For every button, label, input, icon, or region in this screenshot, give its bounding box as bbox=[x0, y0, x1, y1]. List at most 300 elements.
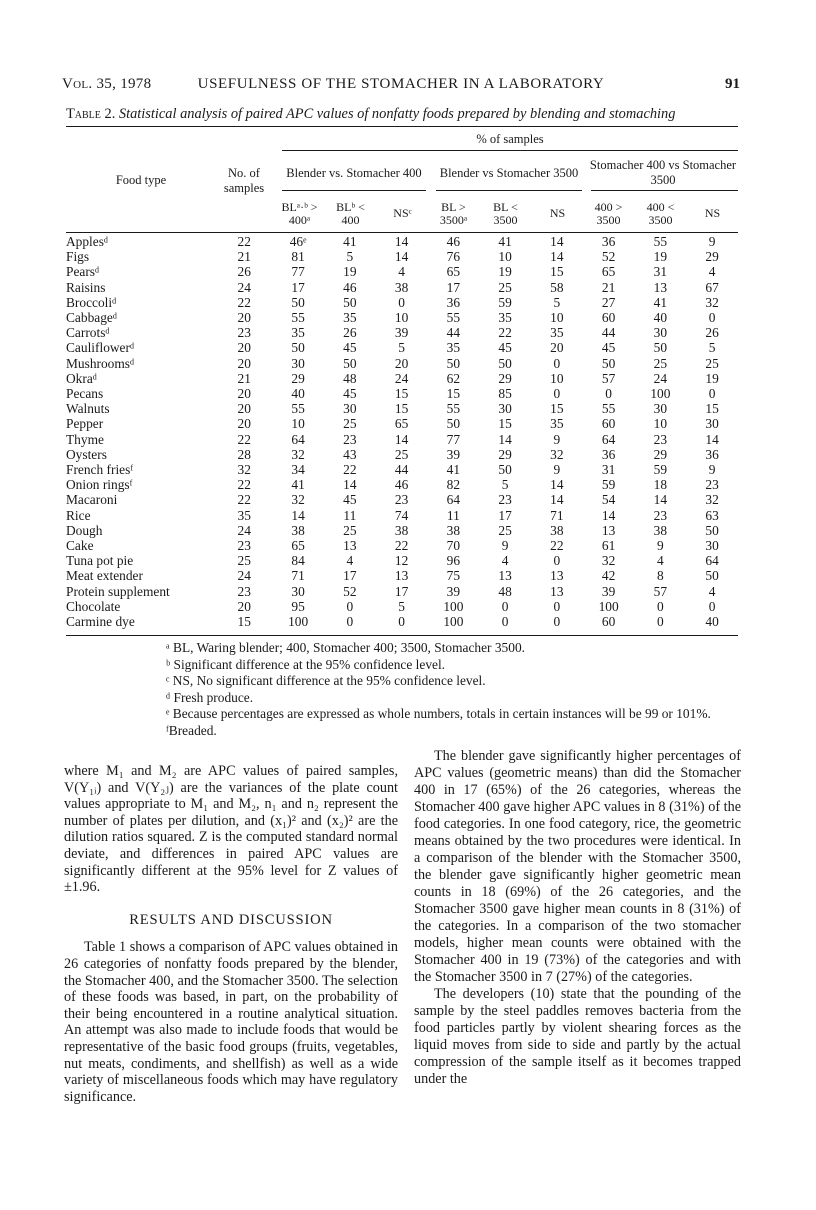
footnote-f: ᶠBreaded. bbox=[166, 722, 217, 738]
percent-cell: 50 bbox=[705, 522, 719, 538]
percent-cell: 14 bbox=[394, 431, 409, 447]
percent-cell: 25 bbox=[498, 522, 512, 538]
percent-cell: 23 bbox=[653, 507, 668, 523]
percent-cell: 30 bbox=[705, 416, 719, 432]
food-type-cell: Cauliflowerᵈ bbox=[66, 340, 135, 356]
percent-cell: 50 bbox=[498, 355, 512, 371]
percent-cell: 39 bbox=[446, 446, 461, 462]
food-type-cell: Onion ringsᶠ bbox=[66, 477, 133, 493]
table-row bbox=[66, 325, 738, 340]
percent-cell: 50 bbox=[601, 355, 616, 371]
percent-cell: 65 bbox=[601, 264, 616, 280]
table-caption-text: Statistical analysis of paired APC values of nonfatty foods prepared by blending and stomaching bbox=[118, 106, 676, 122]
percent-cell: 46 bbox=[343, 279, 357, 295]
percent-cell: 50 bbox=[705, 568, 719, 584]
percent-cell: 22 bbox=[550, 538, 564, 554]
footnote-a: ᵃ BL, Waring blender; 400, Stomacher 400; 3500, Stomacher 3500. bbox=[166, 640, 525, 655]
percent-cell: 4 bbox=[657, 553, 664, 569]
percent-cell: 35 bbox=[343, 310, 357, 326]
percent-cell: 44 bbox=[394, 462, 409, 478]
percent-cell: 38 bbox=[394, 279, 409, 295]
sample-count-cell: 23 bbox=[237, 325, 251, 341]
food-type-cell: Rice bbox=[66, 507, 91, 523]
percent-cell: 77 bbox=[291, 264, 305, 280]
percent-cell: 82 bbox=[446, 477, 461, 493]
percent-cell: 5 bbox=[398, 340, 405, 356]
percent-cell: 14 bbox=[394, 234, 409, 249]
percent-cell: 36 bbox=[601, 446, 616, 462]
percent-cell: 31 bbox=[601, 462, 616, 478]
table-footnotes bbox=[166, 640, 746, 740]
percent-cell: 0 bbox=[553, 553, 561, 569]
percent-cell: 4 bbox=[346, 553, 354, 569]
food-type-cell: Pearsᵈ bbox=[66, 264, 100, 280]
sample-count-cell: 20 bbox=[237, 355, 251, 371]
percent-cell: 65 bbox=[291, 538, 305, 554]
percent-cell: 36 bbox=[705, 446, 719, 462]
table-bottom-rule bbox=[66, 635, 738, 636]
sample-count-cell: 20 bbox=[237, 310, 251, 326]
percent-cell: 13 bbox=[550, 568, 564, 584]
percent-cell: 0 bbox=[346, 598, 354, 614]
sample-count-cell: 21 bbox=[237, 370, 251, 386]
food-type-cell: Pepper bbox=[66, 416, 104, 432]
table-row bbox=[66, 508, 738, 523]
table-row bbox=[66, 295, 738, 310]
percent-cell: 0 bbox=[553, 598, 561, 614]
percent-cell: 23 bbox=[653, 431, 668, 447]
percent-cell: 64 bbox=[291, 431, 305, 447]
percent-cell: 13 bbox=[550, 583, 564, 599]
percent-cell: 0 bbox=[708, 386, 716, 402]
table-row bbox=[66, 568, 738, 583]
percent-cell: 40 bbox=[705, 614, 719, 630]
percent-cell: 41 bbox=[653, 294, 668, 310]
food-type-cell: Applesᵈ bbox=[66, 234, 109, 249]
percent-cell: 14 bbox=[498, 431, 512, 447]
sample-count-cell: 20 bbox=[237, 416, 251, 432]
percent-cell: 85 bbox=[498, 386, 512, 402]
percent-cell: 40 bbox=[291, 386, 305, 402]
percent-cell: 25 bbox=[343, 416, 357, 432]
percent-cell: 9 bbox=[553, 462, 561, 478]
percent-cell: 70 bbox=[446, 538, 461, 554]
percent-cell: 35 bbox=[550, 416, 564, 432]
percent-cell: 38 bbox=[550, 522, 564, 538]
percent-cell: 41 bbox=[446, 462, 461, 478]
percent-cell: 34 bbox=[291, 462, 305, 478]
right-column bbox=[414, 748, 741, 1088]
percent-cell: 5 bbox=[346, 249, 354, 265]
percent-cell: 100 bbox=[288, 614, 309, 630]
running-title: USEFULNESS OF THE STOMACHER IN A LABORATORY bbox=[197, 76, 605, 92]
sample-count-cell: 23 bbox=[237, 538, 251, 554]
percent-cell: 30 bbox=[291, 583, 305, 599]
table-row bbox=[66, 264, 738, 279]
percent-cell: 0 bbox=[398, 294, 405, 310]
percent-cell: 59 bbox=[498, 294, 512, 310]
percent-cell: 13 bbox=[343, 538, 357, 554]
sample-count-cell: 35 bbox=[237, 507, 251, 523]
sample-count-cell: 22 bbox=[237, 294, 251, 310]
right-paragraph-1: The blender gave significantly higher percentages of APC values (geometric means) than did the Stomacher 400 in 17 (65%) of the 26 categories, whereas the Stomacher 400 gave higher APC values in 8 (31%) of the food categories. In one food category, rice, the geometric means obtained by the two procedures were identical. In a comparison of the blender with the Stomacher 3500, the blender gave significantly higher geometric mean counts in 18 (69%) of the 26 categories, and the Stomacher 3500 gave higher mean counts in 8 (31%) of the categories. In a comparison of the two stomacher models, higher mean counts were obtained with the Stomacher 400 in 19 (73%) of the categories and with the Stomacher 3500 in 7 (27%) of the categories. bbox=[414, 748, 741, 985]
percent-cell: 50 bbox=[343, 294, 357, 310]
apc-table bbox=[66, 234, 738, 629]
percent-cell: 32 bbox=[550, 446, 564, 462]
sample-count-cell: 24 bbox=[237, 522, 251, 538]
percent-cell: 0 bbox=[346, 614, 354, 630]
percent-cell: 57 bbox=[653, 583, 668, 599]
percent-cell: 29 bbox=[705, 249, 719, 265]
left-paragraph-1: where M₁ and M₂ are APC values of paired samples, V(Y₁ᵢ) and V(Y₂ⱼ) are the variances of the plate count values appropriate to M₁ and M₂, n₁ and n₂ represent the number of plates per dilution, and (x₁)² and (x₂)² are the dilution ratios squared. Z is the computed standard normal deviate, and differences in paired APC values are significantly different at the 95% level for Z values of ±1.96. bbox=[64, 763, 398, 896]
percent-cell: 17 bbox=[291, 279, 305, 295]
percent-cell: 15 bbox=[446, 386, 461, 402]
percent-cell: 35 bbox=[498, 310, 512, 326]
percent-cell: 96 bbox=[446, 553, 461, 569]
percent-cell: 100 bbox=[650, 386, 671, 402]
percent-cell: 0 bbox=[708, 598, 716, 614]
table-row bbox=[66, 234, 738, 249]
percent-cell: 9 bbox=[657, 538, 664, 554]
percent-cell: 32 bbox=[291, 492, 305, 508]
percent-cell: 0 bbox=[398, 614, 405, 630]
pct-samples-rule bbox=[282, 150, 738, 151]
percent-cell: 25 bbox=[343, 522, 357, 538]
table-row bbox=[66, 462, 738, 477]
percent-cell: 65 bbox=[394, 416, 409, 432]
food-type-cell: Macaroni bbox=[66, 492, 118, 508]
percent-cell: 15 bbox=[705, 401, 719, 417]
percent-cell: 52 bbox=[343, 583, 357, 599]
food-type-cell: Oysters bbox=[66, 446, 107, 462]
percent-cell: 39 bbox=[446, 583, 461, 599]
percent-cell: 30 bbox=[705, 538, 719, 554]
percent-cell: 100 bbox=[443, 614, 464, 630]
percent-cell: 20 bbox=[550, 340, 564, 356]
percent-cell: 14 bbox=[343, 477, 357, 493]
percent-cell: 15 bbox=[550, 264, 564, 280]
percent-cell: 38 bbox=[653, 522, 668, 538]
table-row bbox=[66, 386, 738, 401]
percent-cell: 71 bbox=[550, 507, 564, 523]
percent-cell: 75 bbox=[446, 568, 461, 584]
section-heading: RESULTS AND DISCUSSION bbox=[129, 911, 333, 928]
sub-header-2: BLᵇ < 400 bbox=[336, 200, 365, 227]
percent-cell: 23 bbox=[705, 477, 719, 493]
percent-cell: 40 bbox=[653, 310, 668, 326]
percent-cell: 9 bbox=[553, 431, 561, 447]
food-type-cell: French friesᶠ bbox=[66, 462, 134, 478]
percent-cell: 64 bbox=[446, 492, 461, 508]
percent-cell: 13 bbox=[601, 522, 616, 538]
sample-count-cell: 24 bbox=[237, 279, 251, 295]
sub-header-7: 400 > 3500 bbox=[594, 200, 623, 227]
food-type-cell: Pecans bbox=[66, 386, 104, 402]
percent-cell: 29 bbox=[291, 370, 305, 386]
percent-cell: 50 bbox=[498, 462, 512, 478]
percent-cell: 60 bbox=[601, 310, 616, 326]
food-type-cell: Raisins bbox=[66, 279, 106, 295]
percent-cell: 10 bbox=[550, 310, 564, 326]
sub-header-4: BL > 3500ᵃ bbox=[439, 200, 468, 227]
percent-cell: 5 bbox=[398, 598, 405, 614]
percent-cell: 14 bbox=[653, 492, 668, 508]
percent-cell: 67 bbox=[705, 279, 719, 295]
percent-cell: 42 bbox=[601, 568, 616, 584]
sample-count-cell: 26 bbox=[237, 264, 251, 280]
food-type-cell: Mushroomsᵈ bbox=[66, 355, 135, 371]
sample-count-cell: 25 bbox=[237, 553, 251, 569]
percent-cell: 19 bbox=[653, 249, 668, 265]
percent-cell: 20 bbox=[394, 355, 409, 371]
percent-cell: 9 bbox=[501, 538, 509, 554]
percent-cell: 50 bbox=[291, 294, 305, 310]
food-type-cell: Protein supplement bbox=[66, 583, 170, 599]
footnote-c: ᶜ NS, No significant difference at the 95% confidence level. bbox=[166, 673, 486, 689]
percent-cell: 13 bbox=[498, 568, 512, 584]
sample-count-cell: 28 bbox=[237, 446, 251, 462]
percent-cell: 54 bbox=[601, 492, 616, 508]
percent-cell: 10 bbox=[653, 416, 668, 432]
table-caption bbox=[66, 106, 742, 123]
food-type-cell: Dough bbox=[66, 522, 103, 538]
sample-count-cell: 20 bbox=[237, 386, 251, 402]
percent-cell: 39 bbox=[394, 325, 409, 341]
table-top-rule bbox=[66, 126, 738, 127]
sample-count-cell: 24 bbox=[237, 568, 251, 584]
group1-rule bbox=[282, 190, 426, 191]
food-type-cell: Thyme bbox=[66, 431, 104, 447]
percent-cell: 60 bbox=[601, 416, 616, 432]
percent-cell: 21 bbox=[601, 279, 616, 295]
percent-cell: 5 bbox=[501, 477, 509, 493]
percent-cell: 17 bbox=[498, 507, 512, 523]
sample-count-cell: 22 bbox=[237, 477, 251, 493]
percent-cell: 25 bbox=[653, 355, 668, 371]
percent-cell: 24 bbox=[394, 370, 409, 386]
percent-cell: 9 bbox=[708, 234, 716, 249]
percent-cell: 76 bbox=[446, 249, 461, 265]
percent-cell: 10 bbox=[291, 416, 305, 432]
percent-cell: 22 bbox=[394, 538, 409, 554]
food-type-cell: Walnuts bbox=[66, 401, 110, 417]
group2-rule bbox=[436, 190, 582, 191]
table-row bbox=[66, 401, 738, 416]
percent-cell: 64 bbox=[601, 431, 616, 447]
percent-cell: 35 bbox=[291, 325, 305, 341]
percent-cell: 30 bbox=[343, 401, 357, 417]
table-row bbox=[66, 584, 738, 599]
running-head bbox=[62, 76, 740, 98]
percent-cell: 65 bbox=[446, 264, 461, 280]
percent-cell: 19 bbox=[705, 370, 719, 386]
right-paragraph-2: The developers (10) state that the pounding of the sample by the steel paddles removes bacteria from the food particles partly by violent shearing forces as the liquid moves from side to side and partly by the actual compression of the sample itself as it becomes trapped under the bbox=[414, 986, 741, 1087]
percent-cell: 36 bbox=[601, 234, 616, 249]
group-400-vs-3500: Stomacher 400 vs Stomacher 3500 bbox=[589, 158, 737, 187]
percent-cell: 8 bbox=[657, 568, 664, 584]
table-header-rule bbox=[66, 232, 738, 233]
food-type-cell: Cabbageᵈ bbox=[66, 310, 118, 326]
food-type-cell: Broccoliᵈ bbox=[66, 294, 117, 310]
percent-cell: 19 bbox=[498, 264, 512, 280]
volume-label: Vol. 35, 1978 bbox=[62, 76, 152, 92]
percent-cell: 17 bbox=[446, 279, 461, 295]
table-row bbox=[66, 447, 738, 462]
percent-cell: 14 bbox=[394, 249, 409, 265]
percent-cell: 15 bbox=[550, 401, 564, 417]
percent-cell: 23 bbox=[343, 431, 357, 447]
percent-cell: 0 bbox=[657, 598, 664, 614]
percent-cell: 17 bbox=[394, 583, 409, 599]
table-row bbox=[66, 477, 738, 492]
percent-cell: 55 bbox=[291, 310, 305, 326]
table-row bbox=[66, 538, 738, 553]
sub-header-6: NS bbox=[549, 206, 566, 220]
percent-cell: 14 bbox=[550, 477, 564, 493]
percent-cell: 60 bbox=[601, 614, 616, 630]
table-row bbox=[66, 371, 738, 386]
percent-cell: 27 bbox=[601, 294, 616, 310]
percent-cell: 45 bbox=[343, 340, 357, 356]
left-column bbox=[64, 763, 398, 1105]
percent-cell: 84 bbox=[291, 553, 305, 569]
group3-rule bbox=[591, 190, 738, 191]
sample-count-cell: 23 bbox=[237, 583, 251, 599]
percent-cell: 38 bbox=[291, 522, 305, 538]
percent-cell: 43 bbox=[343, 446, 357, 462]
percent-cell: 46 bbox=[394, 477, 409, 493]
no-of-samples-header: No. of samples bbox=[223, 166, 265, 195]
percent-cell: 0 bbox=[708, 310, 716, 326]
sub-header-3: NSᶜ bbox=[393, 206, 412, 220]
table-row bbox=[66, 614, 738, 629]
percent-cell: 100 bbox=[598, 598, 619, 614]
percent-cell: 25 bbox=[394, 446, 409, 462]
percent-cell: 50 bbox=[343, 355, 357, 371]
percent-cell: 26 bbox=[343, 325, 357, 341]
food-type-cell: Chocolate bbox=[66, 598, 121, 614]
percent-cell: 38 bbox=[394, 522, 409, 538]
sample-count-cell: 22 bbox=[237, 431, 251, 447]
percent-cell: 13 bbox=[653, 279, 668, 295]
sample-count-cell: 15 bbox=[237, 614, 251, 630]
percent-cell: 64 bbox=[705, 553, 719, 569]
table-row bbox=[66, 523, 738, 538]
table-row bbox=[66, 356, 738, 371]
percent-cell: 9 bbox=[708, 462, 716, 478]
percent-cell: 55 bbox=[653, 234, 668, 249]
percent-cell: 45 bbox=[498, 340, 512, 356]
percent-cell: 30 bbox=[653, 325, 668, 341]
table-row bbox=[66, 599, 738, 614]
food-type-cell: Figs bbox=[66, 249, 90, 265]
percent-cell: 19 bbox=[343, 264, 357, 280]
percent-cell: 0 bbox=[501, 614, 509, 630]
percent-cell: 50 bbox=[653, 340, 668, 356]
percent-cell: 0 bbox=[605, 386, 612, 402]
percent-cell: 0 bbox=[553, 386, 561, 402]
percent-cell: 14 bbox=[550, 249, 564, 265]
food-type-cell: Carmine dye bbox=[66, 614, 135, 630]
table-label: Table 2. bbox=[66, 106, 116, 122]
percent-cell: 32 bbox=[601, 553, 616, 569]
table-row bbox=[66, 310, 738, 325]
percent-cell: 4 bbox=[708, 583, 716, 599]
percent-cell: 55 bbox=[291, 401, 305, 417]
sub-header-5: BL < 3500 bbox=[493, 200, 518, 227]
percent-cell: 45 bbox=[343, 492, 357, 508]
sample-count-cell: 20 bbox=[237, 340, 251, 356]
percent-cell: 17 bbox=[343, 568, 357, 584]
percent-cell: 55 bbox=[601, 401, 616, 417]
percent-cell: 13 bbox=[394, 568, 409, 584]
percent-cell: 32 bbox=[705, 492, 719, 508]
percent-cell: 44 bbox=[446, 325, 461, 341]
percent-cell: 26 bbox=[705, 325, 719, 341]
percent-cell: 35 bbox=[550, 325, 564, 341]
percent-cell: 50 bbox=[291, 340, 305, 356]
percent-cell: 10 bbox=[498, 249, 512, 265]
percent-cell: 22 bbox=[343, 462, 357, 478]
percent-cell: 12 bbox=[394, 553, 409, 569]
footnote-e: ᵉ Because percentages are expressed as whole numbers, totals in certain instances will be 99 or 101%. bbox=[166, 706, 711, 722]
percent-cell: 100 bbox=[443, 598, 464, 614]
sample-count-cell: 32 bbox=[237, 462, 251, 478]
percent-cell: 29 bbox=[498, 446, 512, 462]
percent-cell: 0 bbox=[501, 598, 509, 614]
table-row bbox=[66, 340, 738, 355]
percent-cell: 41 bbox=[343, 234, 357, 249]
sample-count-cell: 20 bbox=[237, 598, 251, 614]
percent-cell: 74 bbox=[394, 507, 409, 523]
percent-cell: 0 bbox=[553, 614, 561, 630]
sample-count-cell: 22 bbox=[237, 492, 251, 508]
percent-cell: 71 bbox=[291, 568, 305, 584]
sub-header-9: NS bbox=[704, 206, 721, 220]
percent-cell: 30 bbox=[291, 355, 305, 371]
food-type-cell: Carrotsᵈ bbox=[66, 325, 110, 341]
percent-cell: 38 bbox=[446, 522, 461, 538]
percent-cell: 46ᵉ bbox=[289, 234, 307, 249]
percent-cell: 4 bbox=[708, 264, 716, 280]
table-row bbox=[66, 249, 738, 264]
percent-cell: 36 bbox=[446, 294, 461, 310]
percent-cell: 25 bbox=[705, 355, 719, 371]
percent-cell: 25 bbox=[498, 279, 512, 295]
percent-cell: 32 bbox=[291, 446, 305, 462]
percent-cell: 41 bbox=[498, 234, 512, 249]
percent-cell: 77 bbox=[446, 431, 461, 447]
page-number: 91 bbox=[725, 76, 740, 92]
percent-cell: 32 bbox=[705, 294, 719, 310]
percent-cell: 18 bbox=[653, 477, 668, 493]
percent-cell: 24 bbox=[653, 370, 668, 386]
percent-cell: 59 bbox=[653, 462, 668, 478]
percent-cell: 23 bbox=[498, 492, 512, 508]
footnote-b: ᵇ Significant difference at the 95% confidence level. bbox=[166, 656, 446, 672]
percent-cell: 29 bbox=[498, 370, 512, 386]
footnote-d: ᵈ Fresh produce. bbox=[166, 689, 254, 705]
percent-cell: 11 bbox=[343, 507, 357, 523]
percent-cell: 41 bbox=[291, 477, 305, 493]
food-type-cell: Meat extender bbox=[66, 568, 143, 584]
sample-count-cell: 21 bbox=[237, 249, 251, 265]
table-row bbox=[66, 553, 738, 568]
percent-cell: 14 bbox=[291, 507, 305, 523]
percent-cell: 52 bbox=[601, 249, 616, 265]
percent-cell: 4 bbox=[501, 553, 509, 569]
percent-cell: 23 bbox=[394, 492, 409, 508]
